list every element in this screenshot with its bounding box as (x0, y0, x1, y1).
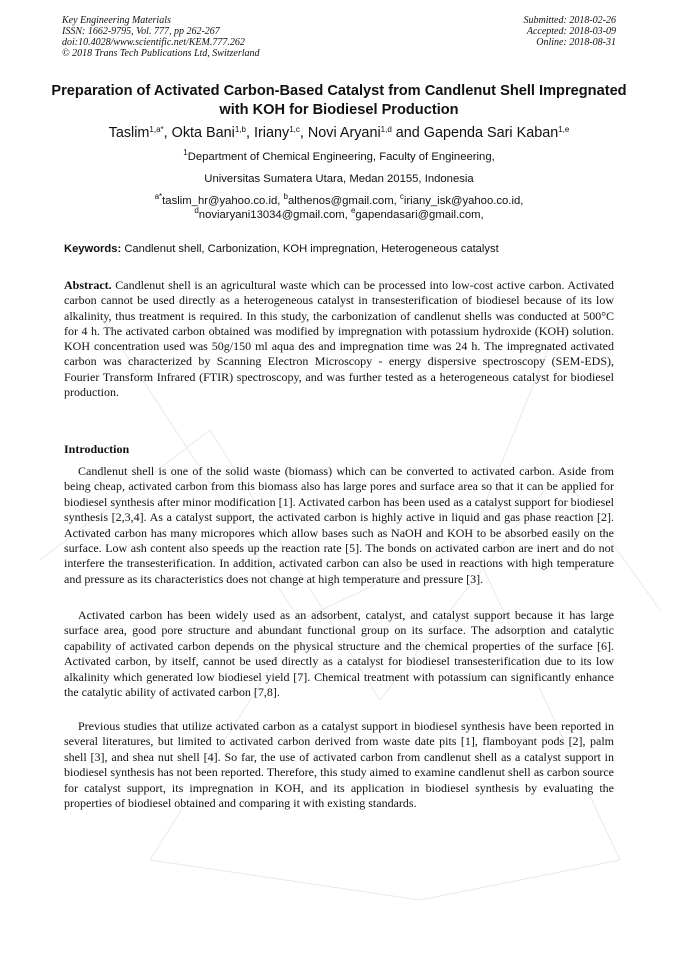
paper-title: Preparation of Activated Carbon-Based Catalyst from Candlenut Shell Impregnated with KOH for Biodiesel Production (51, 83, 627, 118)
email-superscript: e (350, 206, 356, 215)
email-address: iriany_isk@yahoo.co.id, (403, 195, 524, 207)
author-name: Gapenda Sari Kaban (423, 125, 559, 141)
author-name: Iriany (253, 125, 290, 141)
author-name: Taslim (108, 125, 150, 141)
intro-paragraph: Activated carbon has been widely used as an adsorbent, catalyst, and catalyst support because it has large surface area, good pore structure and abundant functional group on its surface. The adsorption and catalytic capability of activated carbon depends on the physical structure and the chemical properties of the surface [6]. Activated carbon, by itself, cannot be used directly as a catalyst for biodiesel transesterification due to its low alkalinity which generated low biodiesel yield [7]. Chemical treatment with potassium can significantly enhance the catalytic ability of activated carbon [7,8]. (64, 608, 614, 700)
email-address: noviaryani13034@gmail.com, (198, 209, 351, 221)
keywords-text: Candlenut shell, Carbonization, KOH impregnation, Heterogeneous catalyst (124, 243, 499, 255)
email-line-1 (30, 194, 648, 208)
submission-dates (524, 15, 617, 48)
abstract-text: Candlenut shell is an agricultural waste which can be processed into low-cost active carbon. Activated carbon cannot be used directly as a heterogeneous catalyst in transesterification of biodiesel because of its low alkalinity, thus treatment is required. In this study, the carbonization of candlenut shells was conducted at 500°C for 4 h. The activated carbon obtained was modified by impregnation with potassium hydroxide (KOH) solution. KOH concentration used was 50g/150 ml aqua des and impregnation time was 24 h. The impregnated activated carbon was characterized by Scanning Electron Microscopy - energy dispersive spectroscopy (SEM-EDS), Fourier Transform Infrared (FTIR) spectroscopy, and was further tested as a heterogeneous catalyst for biodiesel production. (64, 278, 615, 400)
author-separator: , (163, 125, 172, 141)
email-superscript: a* (154, 192, 163, 201)
email-superscript: d (194, 206, 199, 215)
affiliation-line-1 (30, 150, 648, 164)
journal-name: Key Engineering Materials (62, 15, 171, 26)
author-separator: and (391, 125, 424, 141)
affiliation-superscript: 1 (183, 148, 188, 157)
author-superscript: 1,e (558, 125, 570, 134)
abstract (64, 278, 614, 400)
author-superscript: 1,d (380, 125, 392, 134)
email-line-2 (30, 208, 648, 222)
journal-info (62, 15, 260, 59)
author-list (30, 123, 648, 143)
email-address: gapendasari@gmail.com, (355, 209, 484, 221)
email-superscript: b (283, 192, 288, 201)
copyright-line: © 2018 Trans Tech Publications Ltd, Switzerland (62, 48, 260, 59)
author-superscript: 1,a* (149, 125, 164, 134)
author-superscript: 1,b (234, 125, 246, 134)
keywords (64, 242, 624, 256)
author-name: Okta Bani (171, 125, 235, 141)
email-address: taslim_hr@yahoo.co.id, (162, 195, 284, 207)
email-address: althenos@gmail.com, (287, 195, 400, 207)
online-date: Online: 2018-08-31 (536, 37, 616, 48)
accepted-date: Accepted: 2018-03-09 (526, 26, 616, 37)
email-superscript: c (399, 192, 404, 201)
submitted-date: Submitted: 2018-02-26 (523, 15, 616, 26)
author-name: Novi Aryani (307, 125, 381, 141)
abstract-label: Abstract. (64, 278, 112, 292)
author-separator: , (245, 125, 254, 141)
affiliation-line-2: Universitas Sumatera Utara, Medan 20155, Indonesia (204, 173, 474, 185)
author-superscript: 1,c (289, 125, 300, 134)
keywords-label: Keywords: (64, 243, 122, 255)
doi-line: doi:10.4028/www.scientific.net/KEM.777.262 (62, 37, 245, 48)
intro-paragraph: Candlenut shell is one of the solid waste (biomass) which can be converted to activated carbon. Aside from being cheap, activated carbon from this biomass also has large pores and surface area so that it can be applied for biodiesel synthesis after minor modification [1]. Activated carbon has been used as a catalyst support for biodiesel synthesis [2,3,4]. As a catalyst support, the activated carbon is highly active in liquid and gas phase reaction [2]. Activated carbon has many micropores which allow bases such as NaOH and KOH to be absorbed easily on the surface. Low ash content also speeds up the reaction rate [5]. The bonds on activated carbon are inert and do not interfere the transesterification. In addition, activated carbon can also be used in reactions with high temperature and pressure as its characteristics does not change at high temperature and pressure [3]. (64, 464, 614, 586)
intro-paragraph: Previous studies that utilize activated carbon as a catalyst support in biodiesel synthesis have been reported in several literatures, but limited to activated carbon derived from waste date pits [1], flamboyant pods [2], palm shell [3], and shea nut shell [4]. So far, the use of activated carbon from candlenut shell as a catalyst support in biodiesel synthesis has not been reported. Therefore, this study aimed to examine candlenut shell as carbon source for catalyst support, its impregnation in KOH, and its application in biodiesel synthesis by evaluating the properties of biodiesel obtained and comparing it with existing standards. (64, 719, 614, 811)
author-separator: , (299, 125, 308, 141)
issn-line: ISSN: 1662-9795, Vol. 777, pp 262-267 (62, 26, 220, 37)
affiliation-department: Department of Chemical Engineering, Faculty of Engineering, (187, 151, 495, 163)
section-heading-introduction: Introduction (64, 442, 130, 456)
